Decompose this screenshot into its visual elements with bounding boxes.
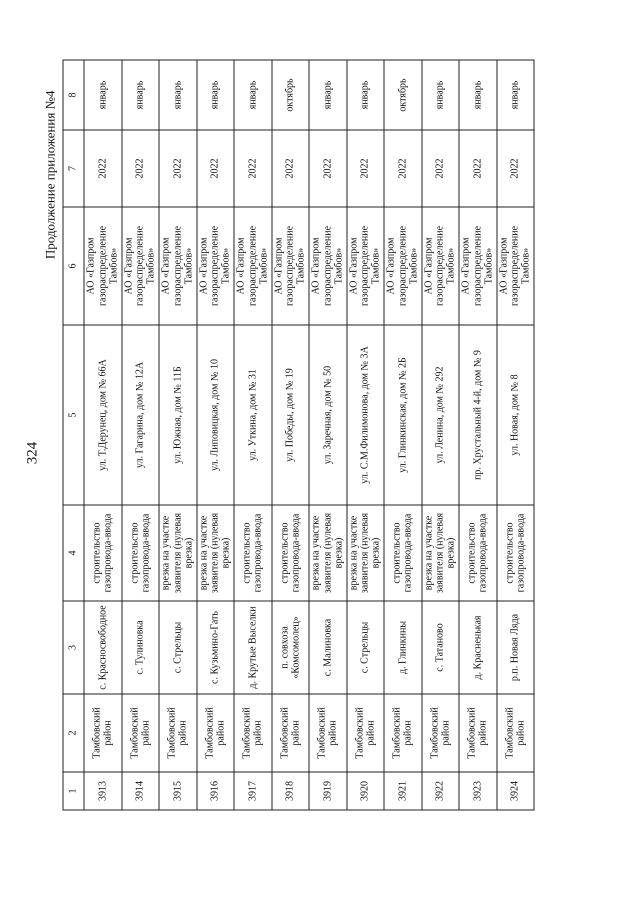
row-number-cell: 3916 — [196, 772, 234, 810]
table-row — [159, 60, 197, 810]
district-cell: Тамбовский район — [234, 694, 272, 772]
year-cell: 2022 — [309, 130, 347, 207]
organization-cell: АО «Газпром газораспределение Тамбов» — [309, 207, 347, 325]
row-number-cell: 3915 — [159, 772, 197, 810]
organization-cell: АО «Газпром газораспределение Тамбов» — [271, 207, 309, 325]
month-cell: январь — [346, 60, 384, 130]
organization-cell: АО «Газпром газораспределение Тамбов» — [159, 207, 197, 325]
settlement-cell: р.п. Новая Ляда — [496, 601, 534, 694]
address-cell: ул. Южная, дом № 11Б — [159, 325, 197, 505]
district-cell: Тамбовский район — [271, 694, 309, 772]
district-cell: Тамбовский район — [196, 694, 234, 772]
continuation-label: Продолжение приложения №4 — [42, 90, 57, 259]
district-cell: Тамбовский район — [84, 694, 122, 772]
column-number-row — [63, 60, 84, 810]
year-cell: 2022 — [421, 130, 459, 207]
settlement-cell: с. Стрельцы — [346, 601, 384, 694]
year-cell: 2022 — [234, 130, 272, 207]
organization-cell: АО «Газпром газораспределение Тамбов» — [84, 207, 122, 325]
year-cell: 2022 — [159, 130, 197, 207]
column-header: 8 — [63, 60, 84, 130]
work-type-cell: строительство газопровода-ввода — [496, 505, 534, 601]
table-row — [459, 60, 497, 810]
year-cell: 2022 — [196, 130, 234, 207]
organization-cell: АО «Газпром газораспределение Тамбов» — [496, 207, 534, 325]
district-cell: Тамбовский район — [121, 694, 159, 772]
work-type-cell: врезка на участке заявителя (нулевая врезка) — [196, 505, 234, 601]
page-number: 324 — [24, 441, 40, 464]
row-number-cell: 3921 — [384, 772, 422, 810]
settlement-cell: п. совхоза «Комсомолец» — [271, 601, 309, 694]
work-type-cell: строительство газопровода-ввода — [384, 505, 422, 601]
work-type-cell: строительство газопровода-ввода — [84, 505, 122, 601]
column-header: 5 — [63, 325, 84, 505]
table-row — [421, 60, 459, 810]
settlement-cell: с. Татаново — [421, 601, 459, 694]
work-type-cell: врезка на участке заявителя (нулевая врезка) — [309, 505, 347, 601]
year-cell: 2022 — [271, 130, 309, 207]
year-cell: 2022 — [346, 130, 384, 207]
district-cell: Тамбовский район — [421, 694, 459, 772]
month-cell: октябрь — [271, 60, 309, 130]
address-cell: ул. Глинкинская, дом № 2Б — [384, 325, 422, 505]
row-number-cell: 3922 — [421, 772, 459, 810]
month-cell: январь — [196, 60, 234, 130]
address-cell: ул. Заречная, дом № 50 — [309, 325, 347, 505]
month-cell: январь — [309, 60, 347, 130]
settlement-cell: с. Кузьмино-Гать — [196, 601, 234, 694]
schedule-table — [62, 59, 534, 810]
organization-cell: АО «Газпром газораспределение Тамбов» — [346, 207, 384, 325]
column-header: 7 — [63, 130, 84, 207]
year-cell: 2022 — [496, 130, 534, 207]
organization-cell: АО «Газпром газораспределение Тамбов» — [421, 207, 459, 325]
work-type-cell: строительство газопровода-ввода — [271, 505, 309, 601]
address-cell: ул. Липовицкая, дом № 10 — [196, 325, 234, 505]
month-cell: январь — [459, 60, 497, 130]
row-number-cell: 3918 — [271, 772, 309, 810]
district-cell: Тамбовский район — [459, 694, 497, 772]
work-type-cell: строительство газопровода-ввода — [121, 505, 159, 601]
month-cell: январь — [496, 60, 534, 130]
address-cell: ул. С.М.Филимонова, дом № 3А — [346, 325, 384, 505]
column-header: 6 — [63, 207, 84, 325]
table-row — [384, 60, 422, 810]
row-number-cell: 3913 — [84, 772, 122, 810]
organization-cell: АО «Газпром газораспределение Тамбов» — [459, 207, 497, 325]
settlement-cell: с. Тулиновка — [121, 601, 159, 694]
row-number-cell: 3914 — [121, 772, 159, 810]
address-cell: ул. Победы, дом № 19 — [271, 325, 309, 505]
district-cell: Тамбовский район — [346, 694, 384, 772]
month-cell: октябрь — [384, 60, 422, 130]
month-cell: январь — [84, 60, 122, 130]
column-header: 3 — [63, 601, 84, 694]
row-number-cell: 3920 — [346, 772, 384, 810]
table-row — [121, 60, 159, 810]
settlement-cell: с. Стрельцы — [159, 601, 197, 694]
table-row — [196, 60, 234, 810]
settlement-cell: д. Красненькая — [459, 601, 497, 694]
organization-cell: АО «Газпром газораспределение Тамбов» — [384, 207, 422, 325]
settlement-cell: с. Красносвободное — [84, 601, 122, 694]
work-type-cell: врезка на участке заявителя (нулевая врезка) — [421, 505, 459, 601]
row-number-cell: 3923 — [459, 772, 497, 810]
work-type-cell: строительство газопровода-ввода — [459, 505, 497, 601]
year-cell: 2022 — [459, 130, 497, 207]
address-cell: ул. Гагарина, дом № 12А — [121, 325, 159, 505]
month-cell: январь — [234, 60, 272, 130]
year-cell: 2022 — [121, 130, 159, 207]
year-cell: 2022 — [84, 130, 122, 207]
address-cell: ул. Уткина, дом № 31 — [234, 325, 272, 505]
row-number-cell: 3917 — [234, 772, 272, 810]
table-body — [84, 60, 534, 810]
column-header: 4 — [63, 505, 84, 601]
work-type-cell: врезка на участке заявителя (нулевая врезка) — [159, 505, 197, 601]
table-row — [84, 60, 122, 810]
month-cell: январь — [159, 60, 197, 130]
address-cell: ул. Ленина, дом № 292 — [421, 325, 459, 505]
column-header: 1 — [63, 772, 84, 810]
organization-cell: АО «Газпром газораспределение Тамбов» — [196, 207, 234, 325]
address-cell: ул. Новая, дом № 8 — [496, 325, 534, 505]
column-header: 2 — [63, 694, 84, 772]
address-cell: пр. Хрустальный 4-й, дом № 9 — [459, 325, 497, 505]
district-cell: Тамбовский район — [309, 694, 347, 772]
settlement-cell: д. Крутые Выселки — [234, 601, 272, 694]
district-cell: Тамбовский район — [496, 694, 534, 772]
row-number-cell: 3924 — [496, 772, 534, 810]
organization-cell: АО «Газпром газораспределение Тамбов» — [234, 207, 272, 325]
table-row — [271, 60, 309, 810]
year-cell: 2022 — [384, 130, 422, 207]
settlement-cell: с. Малиновка — [309, 601, 347, 694]
address-cell: ул. Т.Дерунец, дом № 66А — [84, 325, 122, 505]
month-cell: январь — [121, 60, 159, 130]
work-type-cell: строительство газопровода-ввода — [234, 505, 272, 601]
row-number-cell: 3919 — [309, 772, 347, 810]
district-cell: Тамбовский район — [159, 694, 197, 772]
month-cell: январь — [421, 60, 459, 130]
district-cell: Тамбовский район — [384, 694, 422, 772]
work-type-cell: врезка на участке заявителя (нулевая врезка) — [346, 505, 384, 601]
table-row — [346, 60, 384, 810]
table-row — [234, 60, 272, 810]
table-row — [496, 60, 534, 810]
organization-cell: АО «Газпром газораспределение Тамбов» — [121, 207, 159, 325]
table-row — [309, 60, 347, 810]
settlement-cell: д. Глинкины — [384, 601, 422, 694]
